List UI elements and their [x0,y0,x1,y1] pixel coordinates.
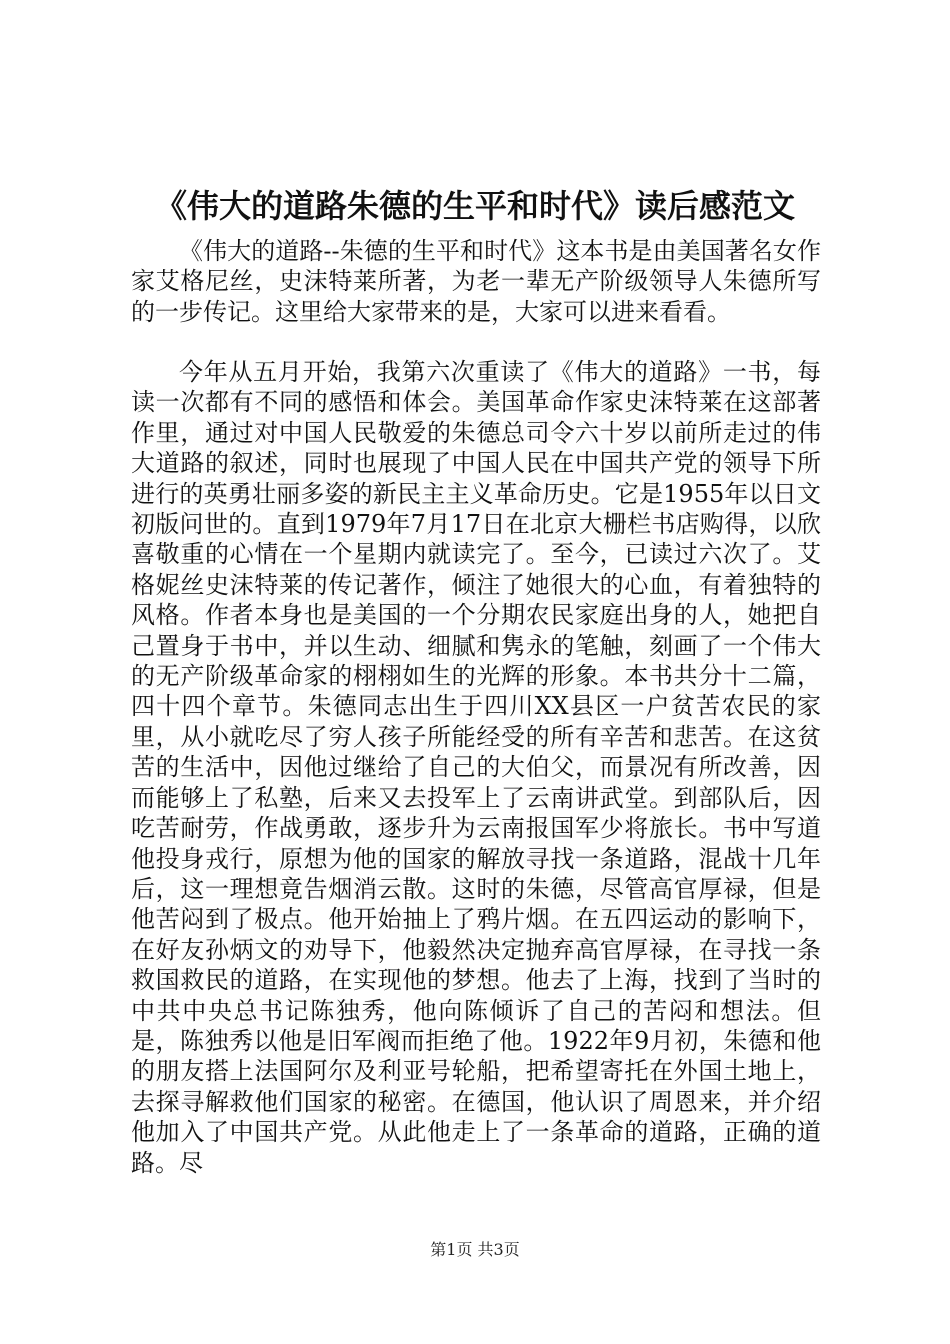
intro-section [131,236,821,327]
document-title: 《伟大的道路朱德的生平和时代》读后感范文 [154,187,795,225]
main-section [131,357,821,1178]
intro-paragraph: 《伟大的道路--朱德的生平和时代》这本书是由美国著名女作家艾格尼丝，史沫特莱所著，为老一辈无产阶级领导人朱德所写的一步传记。这里给大家带来的是，大家可以进来看看。 [131,237,821,326]
page-footer: 第1页 共3页 [430,1240,520,1259]
main-paragraph: 今年从五月开始，我第六次重读了《伟大的道路》一书，每读一次都有不同的感悟和体会。美国革命作家史沫特莱在这部著作里，通过对中国人民敬爱的朱德总司令六十岁以前所走过的伟大道路的叙述，同时也展现了中国人民在中国共产党的领导下所进行的英勇壮丽多姿的新民主主义革命历史。它是1955年以日文初版问世的。直到1979年7月17日在北京大栅栏书店购得，以欣喜敬重的心情在一个星期内就读完了。至今，已读过六次了。艾格妮丝史沫特莱的传记著作，倾注了她很大的心血，有着独特的风格。作者本身也是美国的一个分期农民家庭出身的人，她把自己置身于书中，并以生动、细腻和隽永的笔触，刻画了一个伟大的无产阶级革命家的栩栩如生的光辉的形象。本书共分十二篇，四十四个章节。朱德同志出生于四川XX县区一户贫苦农民的家里，从小就吃尽了穷人孩子所能经受的所有辛苦和悲苦。在这贫苦的生活中，因他过继给了自己的大伯父，而景况有所改善，因而能够上了私塾，后来又去投军上了云南讲武堂。到部队后，因吃苦耐劳，作战勇敢，逐步升为云南报国军少将旅长。书中写道他投身戎行，原想为他的国家的解放寻找一条道路，混战十几年后，这一理想竟告烟消云散。这时的朱德，尽管高官厚禄，但是他苦闷到了极点。他开始抽上了鸦片烟。在五四运动的影响下，在好友孙炳文的劝导下，他毅然决定抛弃高官厚禄，在寻找一条救国救民的道路，在实现他的梦想。他去了上海，找到了当时的中共中央总书记陈独秀，他向陈倾诉了自己的苦闷和想法。但是，陈独秀以他是旧军阀而拒绝了他。1922年9月初，朱德和他的朋友搭上法国阿尔及利亚号轮船，把希望寄托在外国土地上，去探寻解救他们国家的秘密。在德国，他认识了周恩来，并介绍他加入了中国共产党。从此他走上了一条革命的道路，正确的道路。尽 [131,358,821,1177]
